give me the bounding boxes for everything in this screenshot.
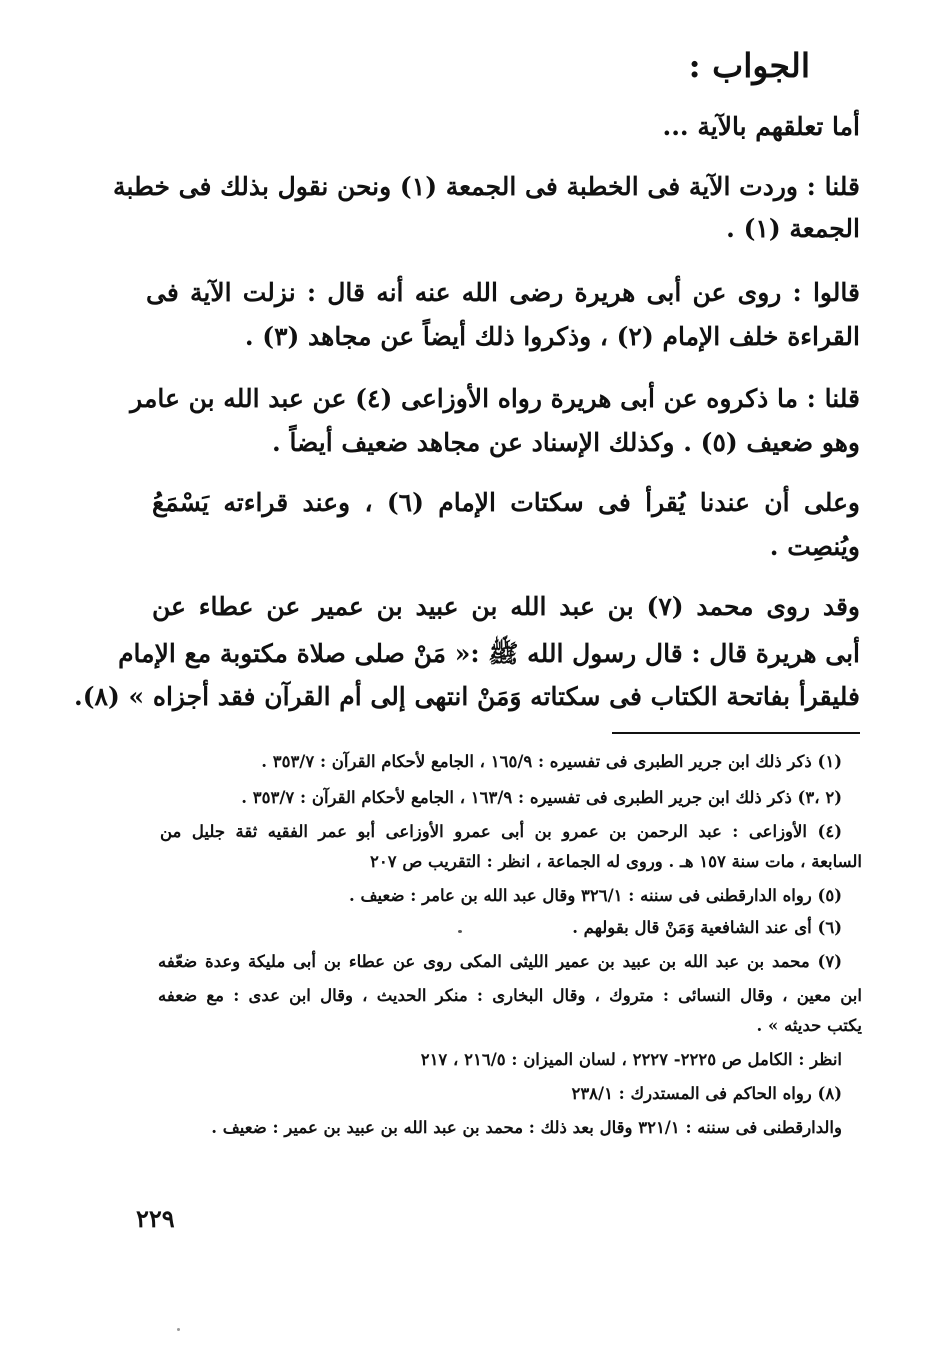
paragraph-line: وقد روى محمد (٧) بن عبد الله بن عبيد بن عمير عن عطاء عن — [152, 592, 861, 621]
paragraph-line: قلنا : وردت الآية فى الخطبة فى الجمعة (١) ونحن نقول بذلك فى خطبة — [113, 172, 860, 201]
footnote-line: (٨) رواه الحاكم فى المستدرك : ٢٣٨/١ — [571, 1084, 842, 1103]
footnote-line: (٦) أى عند الشافعية وَمَنْ قال بقولهم . — [572, 918, 842, 937]
scan-speck — [177, 1328, 180, 1331]
paragraph-line: فليقرأ بفاتحة الكتاب فى سكتاته وَمَنْ انتهى إلى أم القرآن فقد أجزاه » (٨). — [74, 682, 860, 711]
footnote-divider — [612, 732, 860, 734]
footnote-line: (٢ ،٣) ذكر ذلك ابن جرير الطبرى فى تفسيره : ١٦٣/٩ ، الجامع لأحكام القرآن : ٣٥٣/٧ . — [241, 788, 842, 807]
paragraph-line: أبى هريرة قال : قال رسول الله ﷺ :« مَنْ صلى صلاة مكتوبة مع الإمام — [118, 639, 860, 668]
paragraph-line: القراءة خلف الإمام (٢) ، وذكروا ذلك أيضاً عن مجاهد (٣) . — [244, 322, 860, 351]
paragraph-line: أما تعلقهم بالآية ... — [662, 112, 860, 141]
footnote-line: (١) ذكر ذلك ابن جرير الطبرى فى تفسيره : ١٦٥/٩ ، الجامع لأحكام القرآن : ٣٥٣/٧ . — [261, 752, 842, 771]
paragraph-line: قالوا : روى عن أبى هريرة رضى الله عنه أنه قال : نزلت الآية فى — [146, 278, 860, 307]
answer-heading: الجواب : — [688, 46, 810, 85]
scan-speck — [458, 930, 462, 933]
footnote-line: السابعة ، مات سنة ١٥٧ هـ . وروى له الجماعة ، انظر : التقريب ص ٢٠٧ — [370, 852, 862, 871]
page-number: ٢٢٩ — [136, 1204, 175, 1233]
footnote-line: (٥) رواه الدارقطنى فى سننه : ٣٢٦/١ وقال عبد الله بن عامر : ضعيف . — [348, 886, 842, 905]
paragraph-line: قلنا : ما ذكروه عن أبى هريرة رواه الأوزاعى (٤) عن عبد الله بن عامر — [130, 384, 860, 413]
paragraph-line: وعلى أن عندنا يُقرأ فى سكتات الإمام (٦) ، وعند قراءته يَسْمَعُ — [152, 488, 860, 517]
paragraph-line: ويُنصِت . — [769, 532, 860, 561]
footnote-line: ابن معين ، وقال النسائى : متروك ، وقال البخارى : منكر الحديث ، وقال ابن عدى : مع ضعفه — [158, 986, 862, 1005]
paragraph-line: وهو ضعيف (٥) . وكذلك الإسناد عن مجاهد ضعيف أيضاً . — [272, 428, 860, 457]
footnote-line: (٧) محمد بن عبد الله بن عبيد بن عمير الليثى المكى روى عن عطاء بن أبى مليكة وعدة ضعّفه — [158, 952, 842, 971]
footnote-line: (٤) الأوزاعى : عبد الرحمن بن عمرو بن أبى عمرو الأوزاعى أبو عمر الفقيه ثقة جليل من — [160, 822, 842, 841]
footnote-line: يكتب حديثه » . — [756, 1016, 862, 1035]
footnote-line: انظر : الكامل ص ٢٢٢٥- ٢٢٢٧ ، لسان الميزان : ٢١٦/٥ ، ٢١٧ — [420, 1050, 842, 1069]
paragraph-line: الجمعة (١) . — [726, 214, 860, 243]
footnote-line: والدارقطنى فى سننه : ٣٢١/١ وقال بعد ذلك : محمد بن عبد الله بن عبيد بن عمير : ضعيف . — [211, 1118, 842, 1137]
